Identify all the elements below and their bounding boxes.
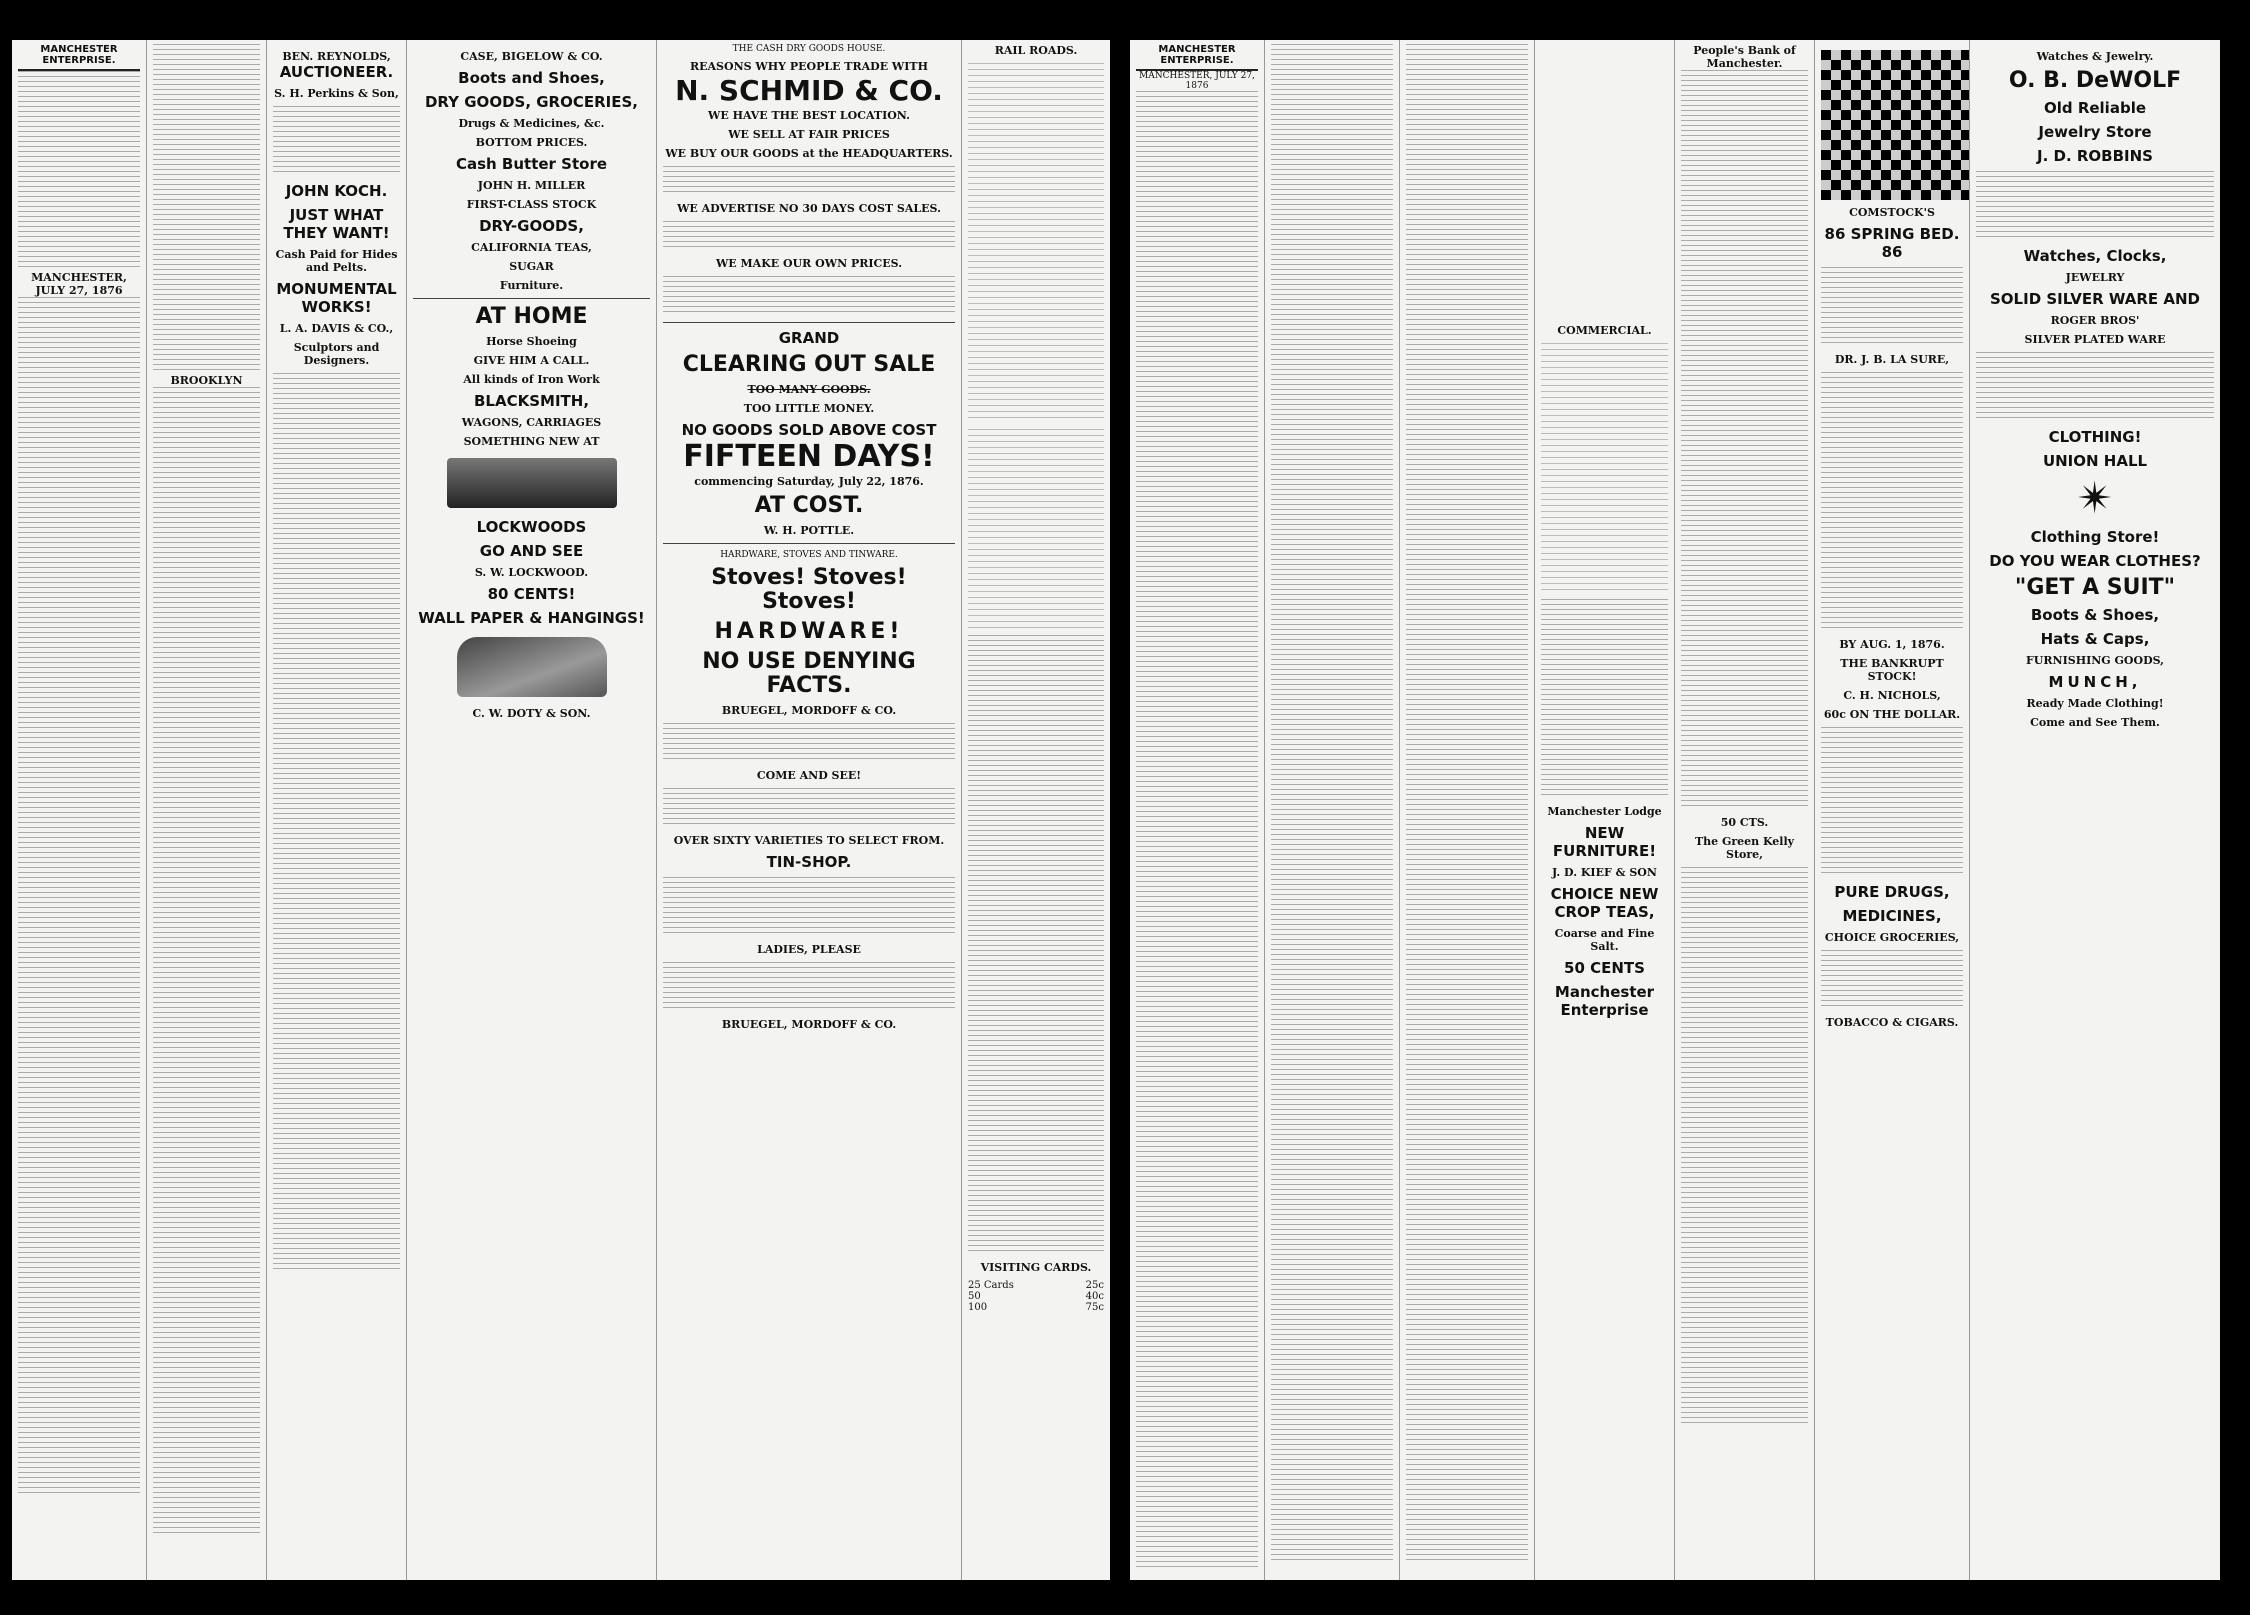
- schmid-name: N. SCHMID & CO.: [675, 74, 943, 107]
- kief-ad: J. D. KIEF & SON: [1552, 866, 1657, 879]
- right-col5-text-2: [1681, 867, 1808, 1427]
- schmid-line-1: WE HAVE THE BEST LOCATION.: [708, 109, 910, 122]
- right-col2-text: [1271, 44, 1393, 1564]
- right-col4-text: [1541, 599, 1668, 799]
- miller-ad: JOHN H. MILLER: [477, 179, 586, 192]
- bank-ad: People's Bank of Manchester.: [1693, 44, 1796, 70]
- sugar-ad: SUGAR: [509, 260, 554, 273]
- watches-header: Watches & Jewelry.: [2036, 50, 2154, 63]
- coffin-illustration: [447, 458, 617, 508]
- california-teas-ad: CALIFORNIA TEAS,: [471, 241, 592, 254]
- teas-ad: CHOICE NEW CROP TEAS,: [1550, 885, 1659, 921]
- cards-price-3: 75c: [1085, 1302, 1104, 1313]
- clearing-commencing: commencing Saturday, July 22, 1876.: [694, 475, 924, 488]
- doty-ad: C. W. DOTY & SON.: [472, 707, 591, 720]
- hats-caps: Hats & Caps,: [2040, 630, 2150, 648]
- cards-title: VISITING CARDS.: [980, 1261, 1092, 1274]
- blacksmith-ad: BLACKSMITH,: [473, 392, 590, 410]
- nichols-date: BY AUG. 1, 1876.: [1839, 638, 1945, 651]
- iron-work-ad: All kinds of Iron Work: [463, 373, 600, 386]
- clearing-l3: NO GOODS SOLD ABOVE COST: [681, 421, 937, 439]
- market-table: [1541, 343, 1668, 593]
- railroad-timetable: [968, 63, 1104, 423]
- wear-clothes: DO YOU WEAR CLOTHES?: [1989, 552, 2201, 570]
- nichols-name: C. H. NICHOLS,: [1843, 689, 1941, 702]
- cards-row-1: [968, 1280, 1104, 1291]
- right-col6-text: [1821, 267, 1963, 347]
- clothing-ad: CLOTHING!: [2048, 428, 2142, 446]
- koch-ad: JOHN KOCH.: [285, 182, 388, 200]
- cards-price-2: 40c: [1085, 1291, 1104, 1302]
- cards-row-2: [968, 1291, 1104, 1302]
- just-what-ad: JUST WHAT THEY WANT!: [283, 206, 390, 242]
- hardware-text-3: [663, 877, 955, 937]
- legal-notices: [968, 635, 1104, 1255]
- schmid-text-3: [663, 276, 955, 316]
- roger-bros: ROGER BROS': [2050, 314, 2140, 327]
- sofa-illustration: [457, 637, 607, 697]
- schmid-line-5: WE MAKE OUR OWN PRICES.: [715, 257, 903, 270]
- watches-clocks: Watches, Clocks,: [2023, 247, 2167, 265]
- schmid-text: [663, 166, 955, 196]
- left-dateline: MANCHESTER, JULY 27, 1876: [31, 271, 127, 297]
- left-col1-text-block-2: [18, 297, 140, 1497]
- something-new-ad: SOMETHING NEW AT: [463, 435, 600, 448]
- right-col-1: [1130, 40, 1265, 1580]
- come-see-them: Come and See Them.: [2030, 716, 2160, 729]
- right-col-6: [1815, 40, 1970, 1580]
- railroads-heading: RAIL ROADS.: [994, 44, 1078, 57]
- cash-butter-ad: Cash Butter Store: [455, 155, 608, 173]
- watches-text-2: [1976, 352, 2214, 422]
- drygoods-groceries-ad: DRY GOODS, GROCERIES,: [424, 93, 638, 111]
- hardware-ad: HARDWARE!: [714, 619, 904, 644]
- left-col2-text-block-2: [153, 387, 260, 1537]
- hides-ad: Cash Paid for Hides and Pelts.: [275, 248, 398, 274]
- eighty-cents-ad: 80 CENTS!: [487, 585, 576, 603]
- davis-ad: L. A. DAVIS & CO.,: [279, 322, 394, 335]
- schmid-reasons: REASONS WHY PEOPLE TRADE WITH: [690, 60, 928, 73]
- at-home-ad: AT HOME: [475, 304, 588, 329]
- wall-paper-ad: WALL PAPER & HANGINGS!: [418, 609, 645, 627]
- lasure-ad: DR. J. B. LA SURE,: [1834, 353, 1950, 366]
- perkins-ad: S. H. Perkins & Son,: [274, 87, 399, 100]
- nichols-dollar: 60c ON THE DOLLAR.: [1823, 708, 1961, 721]
- boots-shoes-ad: Boots and Shoes,: [458, 69, 605, 87]
- right-dateline: MANCHESTER, JULY 27, 1876: [1139, 71, 1255, 91]
- enterprise-ad: Manchester Enterprise: [1554, 983, 1655, 1019]
- watches-text: [1976, 171, 2214, 241]
- boots-shoes-right: Boots & Shoes,: [2030, 606, 2160, 624]
- salt-ad: Coarse and Fine Salt.: [1554, 927, 1655, 953]
- clearing-days: FIFTEEN DAYS!: [683, 439, 935, 474]
- schmid-text-2: [663, 221, 955, 251]
- right-masthead: MANCHESTER ENTERPRISE.: [1136, 44, 1258, 71]
- left-col-6: [962, 40, 1110, 1580]
- lodge-ad: Manchester Lodge: [1547, 805, 1662, 818]
- star-icon: ✴: [2076, 473, 2114, 524]
- auctioneer-name: BEN. REYNOLDS,: [282, 50, 391, 63]
- furniture-ad: Furniture.: [499, 279, 564, 292]
- right-col-4: [1535, 40, 1675, 1580]
- left-col-1: [12, 40, 147, 1580]
- jewelry-line: JEWELRY: [2065, 271, 2125, 284]
- monumental-ad: MONUMENTAL WORKS!: [276, 280, 397, 316]
- left-col-4: [407, 40, 657, 1580]
- clearing-atcost: AT COST.: [754, 493, 864, 518]
- schmid-line-3: WE BUY OUR GOODS at the HEADQUARTERS.: [665, 147, 953, 160]
- left-col1-text-block: [18, 71, 140, 271]
- clearing-title: CLEARING OUT SALE: [682, 352, 936, 377]
- schmid-line-2: WE SELL AT FAIR PRICES: [728, 128, 890, 141]
- left-col-3: [267, 40, 407, 1580]
- horse-shoeing-ad: Horse Shoeing: [486, 335, 577, 348]
- stoves-ad: Stoves! Stoves! Stoves!: [711, 565, 907, 614]
- auctioneer-title: AUCTIONEER.: [279, 63, 394, 81]
- lockwood-name: S. W. LOCKWOOD.: [474, 566, 589, 579]
- jewelry-store: Jewelry Store: [2038, 123, 2152, 141]
- lockwoods-ad: LOCKWOODS: [476, 518, 587, 536]
- comstocks-ad: COMSTOCK'S: [1849, 206, 1935, 219]
- case-bigelow-ad: CASE, BIGELOW & CO.: [460, 50, 603, 63]
- right-col3-text: [1406, 44, 1528, 1564]
- facts-ad: NO USE DENYING FACTS.: [702, 649, 916, 698]
- ready-made: Ready Made Clothing!: [2026, 697, 2164, 710]
- cards-qty-1: 25 Cards: [968, 1280, 1014, 1291]
- bruegel-firm: BRUEGEL, MORDOFF & CO.: [721, 704, 897, 717]
- first-class-ad: FIRST-CLASS STOCK: [466, 198, 597, 211]
- union-hall: UNION HALL: [2042, 452, 2148, 470]
- give-call-ad: GIVE HIM A CALL.: [473, 354, 590, 367]
- calendar-grid: [1821, 50, 1970, 200]
- nichols-stock: THE BANKRUPT STOCK!: [1840, 657, 1944, 683]
- go-and-see-ad: GO AND SEE: [479, 542, 584, 560]
- furnishing-goods: FURNISHING GOODS,: [2026, 654, 2164, 667]
- wagons-ad: WAGONS, CARRIAGES: [461, 416, 602, 429]
- right-col6-text-2: [1821, 372, 1963, 632]
- robbins-name: J. D. ROBBINS: [2037, 147, 2153, 165]
- fifty-cents-ad: 50 CENTS: [1564, 959, 1645, 977]
- right-col6-text-3: [1821, 727, 1963, 877]
- right-newspaper-page: [1130, 40, 2220, 1580]
- cards-qty-3: 100: [968, 1302, 988, 1313]
- right-col1-text: [1136, 91, 1258, 1571]
- left-col3-text-2: [273, 373, 400, 1273]
- cards-row-3: [968, 1302, 1104, 1313]
- old-reliable: Old Reliable: [2043, 99, 2147, 117]
- schmid-top: THE CASH DRY GOODS HOUSE.: [732, 44, 886, 54]
- sculptors-ad: Sculptors and Designers.: [293, 341, 380, 367]
- hardware-header: HARDWARE, STOVES AND TINWARE.: [720, 550, 898, 560]
- clothing-store: Clothing Store!: [2030, 528, 2160, 546]
- green-kelly-ad: The Green Kelly Store,: [1694, 835, 1795, 861]
- left-col-2: [147, 40, 267, 1580]
- clearing-l1: TOO MANY GOODS.: [747, 383, 871, 396]
- dry-goods-ad: DRY-GOODS,: [479, 217, 584, 235]
- schmid-line-4: WE ADVERTISE NO 30 DAYS COST SALES.: [677, 202, 941, 215]
- munch-ad: MUNCH,: [2048, 673, 2142, 691]
- varieties-ad: OVER SIXTY VARIETIES TO SELECT FROM.: [673, 834, 945, 847]
- cards-price-1: 25c: [1085, 1280, 1104, 1291]
- right-col-5: [1675, 40, 1815, 1580]
- clearing-grand: GRAND: [778, 329, 840, 347]
- hardware-text: [663, 723, 955, 763]
- left-newspaper-page: [12, 40, 1110, 1580]
- medicines-ad: MEDICINES,: [1842, 907, 1942, 925]
- solid-silver: SOLID SILVER WARE AND: [1990, 290, 2200, 308]
- silver-plated: SILVER PLATED WARE: [2024, 333, 2166, 346]
- right-col-2: [1265, 40, 1400, 1580]
- bruegel-footer: BRUEGEL, MORDOFF & CO.: [721, 1018, 897, 1031]
- tin-shop-ad: TIN-SHOP.: [766, 853, 852, 871]
- spring-bed-ad: 86 SPRING BED. 86: [1824, 225, 1960, 261]
- brooklyn-heading: BROOKLYN: [170, 374, 243, 387]
- get-a-suit: "GET A SUIT": [2014, 575, 2176, 600]
- commercial-heading: COMMERCIAL.: [1557, 324, 1652, 337]
- tobacco-ad: TOBACCO & CIGARS.: [1825, 1016, 1959, 1029]
- dewolf-name: O. B. DeWOLF: [2008, 68, 2182, 93]
- choice-groceries-ad: CHOICE GROCERIES,: [1824, 931, 1960, 944]
- cards-qty-2: 50: [968, 1291, 981, 1302]
- come-see-ad: COME AND SEE!: [756, 769, 862, 782]
- left-col3-text: [273, 106, 400, 176]
- fifty-cts-ad: 50 CTS.: [1720, 816, 1769, 829]
- left-col2-text-block: [153, 44, 260, 374]
- left-col-5: [657, 40, 962, 1580]
- new-furniture-ad: NEW FURNITURE!: [1552, 824, 1657, 860]
- left-masthead: MANCHESTER ENTERPRISE.: [18, 44, 140, 71]
- pure-drugs-ad: PURE DRUGS,: [1834, 883, 1950, 901]
- right-col-7: [1970, 40, 2220, 1580]
- right-col5-text: [1681, 70, 1808, 810]
- hardware-text-2: [663, 788, 955, 828]
- ladies-ad: LADIES, PLEASE: [757, 943, 861, 956]
- clearing-sign: W. H. POTTLE.: [763, 524, 855, 537]
- hardware-text-4: [663, 962, 955, 1012]
- right-col-3: [1400, 40, 1535, 1580]
- clearing-l2: TOO LITTLE MONEY.: [743, 402, 875, 415]
- bottom-prices-ad: BOTTOM PRICES.: [475, 136, 588, 149]
- right-col6-text-4: [1821, 950, 1963, 1010]
- drugs-ad: Drugs & Medicines, &c.: [458, 117, 605, 130]
- railroad-timetable-2: [968, 429, 1104, 629]
